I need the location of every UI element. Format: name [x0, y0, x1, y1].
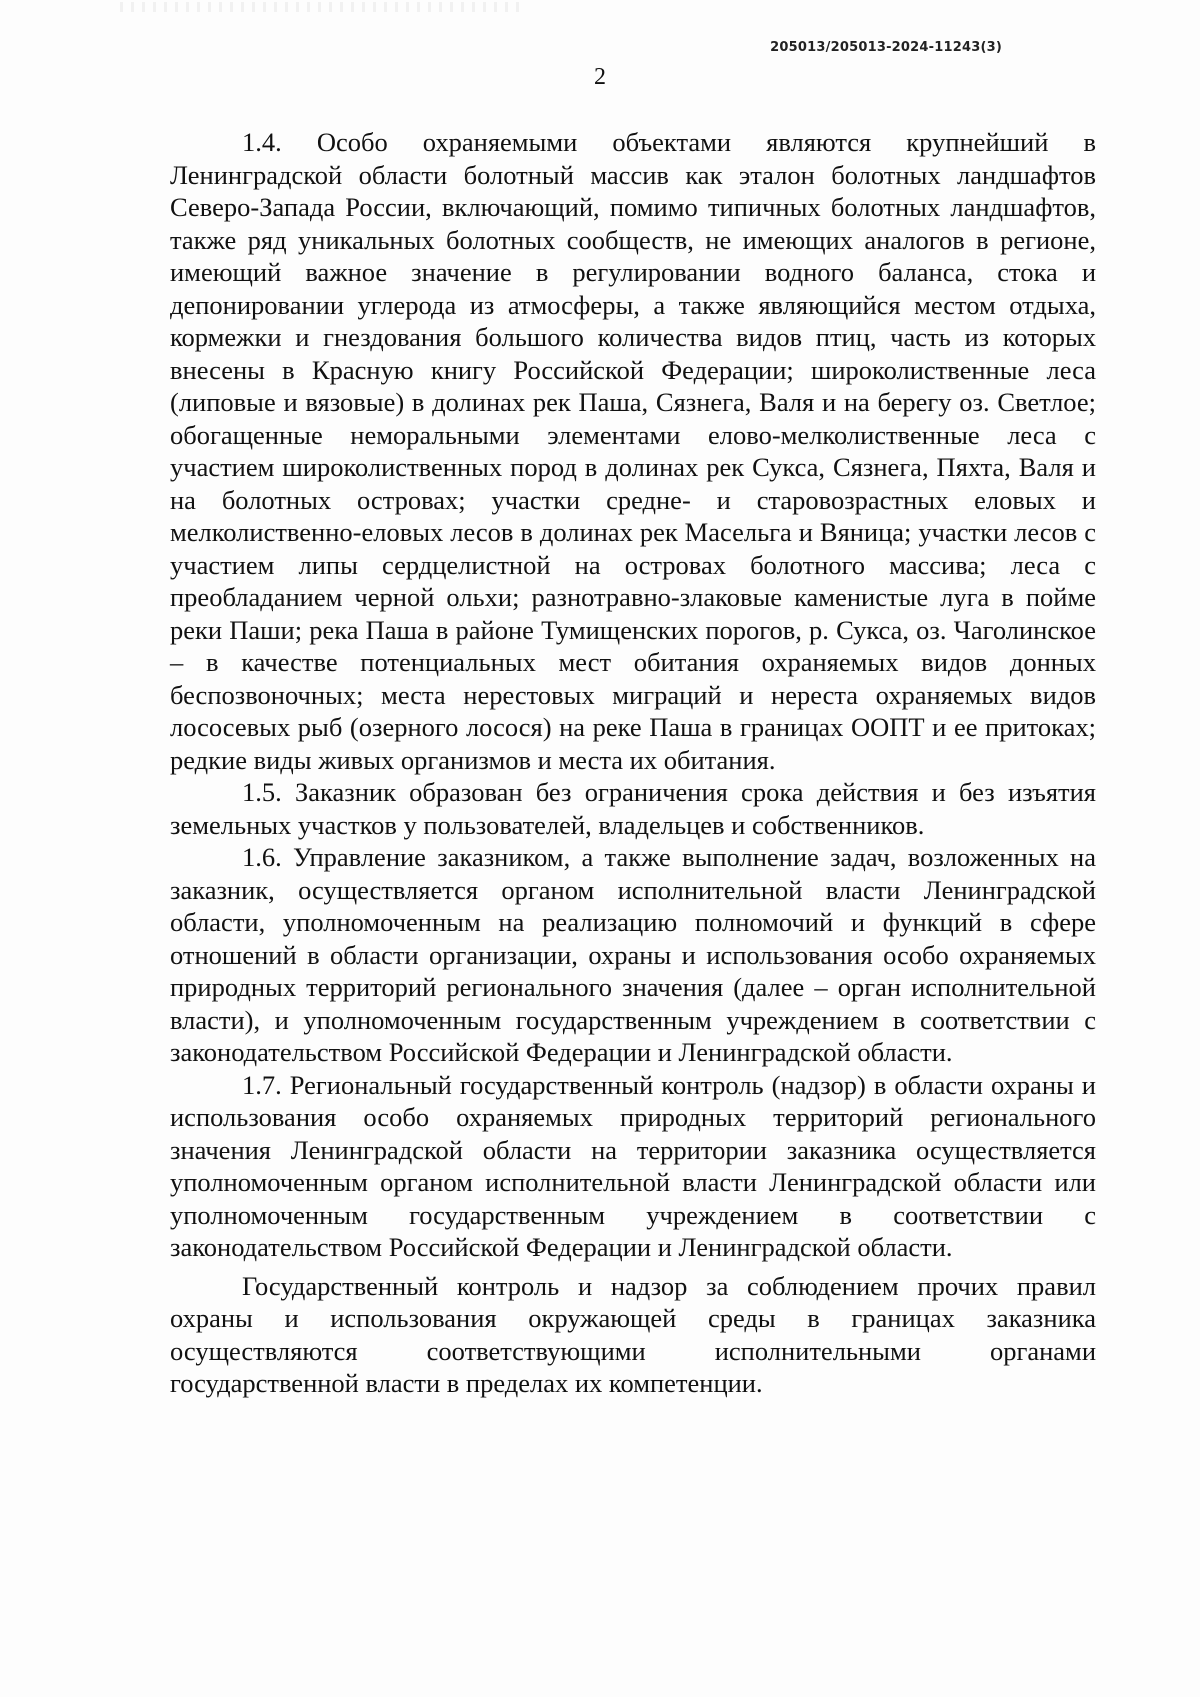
paragraph-1-4: 1.4. Особо охраняемыми объектами являются крупнейший в Ленинградской области болотный массив как эталон болотных ландшафтов Северо-Запада России, включающий, помимо типичных болотных ландшафтов, также ряд уникальных болотных сообществ, не имеющих аналогов в регионе, имеющий важное значение в регулировании водного баланса, стока и депонировании углерода из атмосферы, а также являющийся местом отдыха, кормежки и гнездования большого количества видов птиц, часть из которых внесены в Красную книгу Российской Федерации; широколиственные леса (липовые и вязовые) в долинах рек Паша, Сязнега, Валя и на берегу оз. Светлое; обогащенные неморальными элементами елово-мелколиственные леса с участием широколиственных пород в долинах рек Сукса, Сязнега, Пяхта, Валя и на болотных островах; участки средне- и старовозрастных еловых и мелколиственно-еловых лесов в долинах рек Масельга и Вяница; участки лесов с участием липы сердцелистной на островах болотного массива; леса с преобладанием черной ольхи; разнотравно-злаковые каменистые луга в пойме реки Паши; река Паша в районе Тумищенских порогов, р. Сукса, оз. Чаголинское – в качестве потенциальных мест обитания охраняемых видов донных беспозвоночных; места нерестовых миграций и нереста охраняемых видов лососевых рыб (озерного лосося) на реке Паша в границах ООПТ и ее притоках; редкие виды живых организмов и места их обитания. [170, 127, 1096, 775]
page-number: 2 [594, 64, 606, 90]
scan-artifact [120, 2, 520, 12]
document-body [170, 126, 1096, 1400]
paragraph-state-control: Государственный контроль и надзор за соблюдением прочих правил охраны и использования окружающей среды в границах заказника осуществляются соответствующими исполнительными органами государственной власти в пределах их компетенции. [170, 1270, 1096, 1398]
paragraph-1-6: 1.6. Управление заказником, а также выполнение задач, возложенных на заказник, осуществляется органом исполнительной власти Ленинградской области, уполномоченным на реализацию полномочий и функций в сфере отношений в области организации, охраны и использования особо охраняемых природных территорий регионального значения (далее – орган исполнительной власти), и уполномоченным государственным учреждением в соответствии с законодательством Российской Федерации и Ленинградской области. [170, 842, 1096, 1067]
document-registration-number: 205013/205013-2024-11243(3) [770, 40, 1002, 55]
paragraph-1-5: 1.5. Заказник образован без ограничения срока действия и без изъятия земельных участков у пользователей, владельцев и собственников. [170, 777, 1096, 840]
paragraph-1-7: 1.7. Региональный государственный контроль (надзор) в области охраны и использования особо охраняемых природных территорий регионального значения Ленинградской области на территории заказника осуществляется уполномоченным органом исполнительной власти Ленинградской области или уполномоченным государственным учреждением в соответствии с законодательством Российской Федерации и Ленинградской области. [170, 1069, 1096, 1262]
